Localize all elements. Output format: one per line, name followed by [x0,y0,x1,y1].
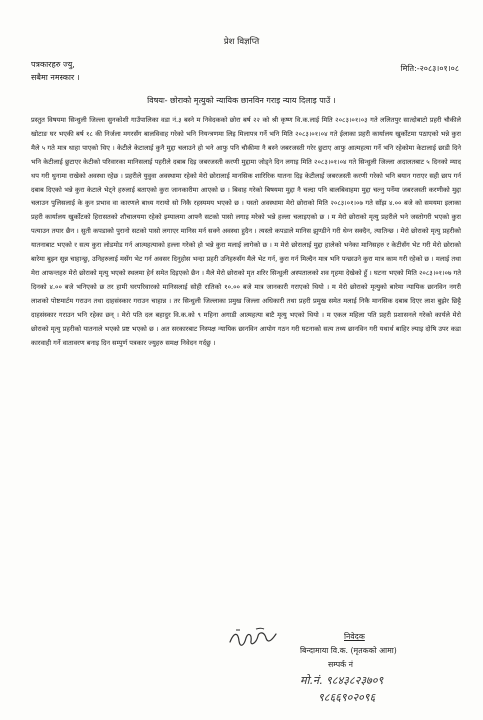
document-date: मिति:-२०८३।०१।०८ [400,64,459,73]
phone-number-1: मो.नं. ९८४३८२३७०९ [300,674,384,687]
sender-name: बिन्दामाया वि.क. (मृतकको आमा) [300,646,397,655]
signature-image [226,626,280,652]
sender-block [300,630,397,706]
document-title: प्रेश विज्ञप्ति [223,37,260,47]
contact-label: सम्पर्क नं [328,660,353,669]
salutation [31,58,80,84]
phone-number-2: ९८६६९०२०९६ [318,691,376,704]
sender-label: निवेदक [344,632,365,641]
body-text: प्रस्तुत विषयमा सिन्धुली जिल्ला सुनकोशी गाउँपालिका वडा नं.३ बस्ने म निवेदकको छोरा बर्ष २२ को श्री कृष्ण वि.क.लाई मिति २०८३।०१।०३ गते ललितपुर सात्दोबाटो प्रहरी चौकीले खोटाङ घर भएकी बर्ष १८ की निर्जला मगरसँग बालविवाह गरेको भनि नियन्त्रणमा लिइ मिलापत्र गर्ने भनि मिति २०८३।०१।०४ गते ईलाका प्रहरी कार्यालय खुर्कोटमा पठाएको भन्ने कुरा मैले ५ गते मात्र थाहा पाएको थिए । केटीले केटालाई कुनै मुद्दा चलाउने हो भने आफु पनि चौकीमा नै बस्ने जबरजस्ती गरेर छुटाए आफु आत्महत्या गर्ने भनि रहेकोमा केटालाई छाडी दिने भनि केटीलाई छुटाएर केटीको परिवारका मानिसलाई पहरीले दबाब दिइ जबरजस्ती करणी मुद्दामा जोड्ने दिन लगाइ मिति २०८३।०१।०४ गते सिन्धुली जिल्ला अदालतबाट ५ दिनको म्याद थप गरी थुनामा राखेको अवस्था रहेछ । प्रहरीले युवुवा अवस्थामा रहेको मेरो छोरालाई मानसिक शारिरिक यातना दिइ केटीलाई जबरजस्ती करणी गरेको भनि बयान गराएर सही छाप गर्न दबाब दिएको भन्ने कुरा केटाले भेट्ने हरुलाई बताएको कुरा जानकारीमा आएको छ । बिवाह गरेको बिषयमा मुद्दा नै चल्दा पनि बालबिवाहमा मुद्दा चल्नु पर्नेमा जबरजस्ती करणीको मुद्दा चलाउन पुलिसलाई के कुन प्रभाव वा कारणले बाध्य गरायो सो निकै रहस्यमय भएको छ । यस्तो अवस्थामा मेरो छोराको मिति २०८३।०१।०७ गते साँझ ४.०० बजे को समयमा इलाका प्रहरी कार्यालय खुर्कोटको हिरासतको शौचालयमा रहेको इम्यालमा आफ्नै सटको पासो लगाइ मरेको भन्ने हल्ला चलाइएको छ । म मेरो छोराको मृत्यु प्रहरीले भने जस्तोगरी भएको कुरा पत्याउन तयार छैन । सुती कपडाको पुरानो सटको पासो लगाएर मानिस मर्न सक्ने अवस्था हुदैन । त्यस्तो कपडाले मानिस झुण्डीने गरी थेग्न सक्दैन, त्यातिन्छ । मेरो छोराको मृत्यु प्रहरीको यातनाबाट भएको र सत्य कुरा लोडमोड गर्न आत्महत्याको हल्ला गरेको हो भन्ने कुरा मलाई लागेको छ । म मेरो छोरालाई मुद्दा हालेको भनेका मानिसहरु र केटीसँग भेट गरी मेरो छोराको बारेमा बुझ्न सुन्न चाहान्छु, उनिहरुलाई मसँग भेट गर्न अवसर दिनुहोस भन्दा प्रहरी उनिहरुसँग मैले भेट गर्न, कुरा गर्न मिल्दैन मात्र भनि पन्छाउने कुरा मात्र काम गरी रहेको छ । मलाई तथा मेरा आफन्तहरु मेरो छोराको मृत्यु भएको स्थलमा हेर्न समेत दिइएको छैन । मैले मेरो छोराको मृत शरिर सिन्धुली अस्पतालको शव गृहमा देखेको हुँ । घटना भएको मिति २०८३।०१।०७ गते दिनको ४.०० बजे भनिएको छ तर हामी घरपरिवारको मानिसलाई सोही रातिको १०.०० बजे मात्र जानकारी गराएको थियो । म मेरो छोराको मृत्युको बारेमा न्यायिक छानविन नगरी लाशको पोष्टमार्टम गराउन तथा दाहसंस्कार गराउन चाहान्न । तर सिन्धुली जिल्लाका प्रमुख जिल्ला अधिकारी तथा प्रहरी प्रमुख समेत मलाई निकै मानसिक दबाब दिएर लाश बुझेर छिट्टै दाहसंस्कार गराउन भनि रहेका छन् । मेरो पति दल बहादुर वि.क.को ९ महिना अगाडी आत्महत्या बाटै मृत्यु भएको थियो । म एकल महिला पति प्रहरी प्रशासनले गरेको कार्यले मेरो छोराको मृत्यु प्रहरीको यातनाले भएको प्रष्ट भएको छ । अत सरकारबाट निस्पक्ष न्यायिक छानविन आयोग गठन गरी घटनाको सत्य तथ्य छानविन गरी यथार्थ बाहिर ल्याइ दोषि उपर कडा कारवाही गर्ने वातावरण बनाइ दिन सम्पुर्ण पत्रकार ज्युहरु समक्ष निवेदन गर्दछु । [31,116,461,347]
salutation-line-2: सबैमा नमस्कार । [31,73,80,82]
subject-line: विषयः- छोराको मृत्युको न्यायिक छानविन गराइ न्याय दिलाइ पाउँ । [147,96,336,105]
body-paragraph [31,114,461,350]
salutation-line-1: पत्रकारहरु ज्यु, [31,60,75,69]
